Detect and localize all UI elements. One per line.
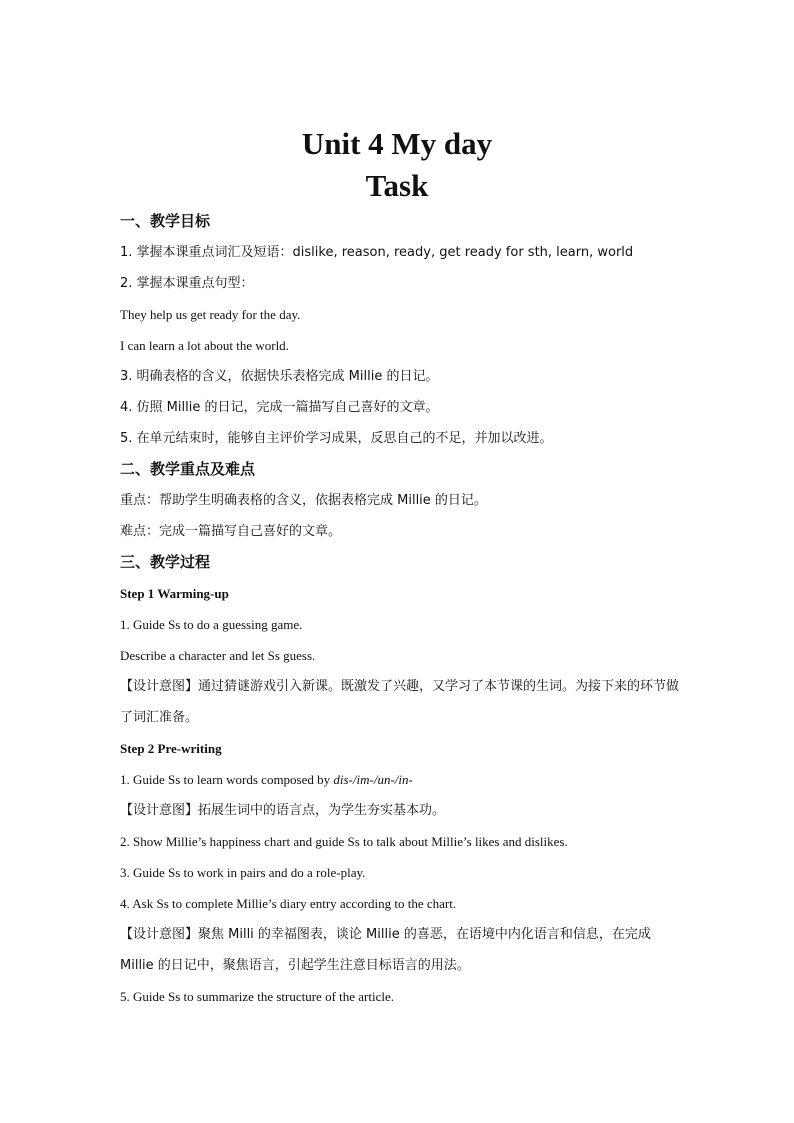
step-line: 1. Guide Ss to do a guessing game. xyxy=(120,617,303,632)
section-heading-process: 三、教学过程 xyxy=(120,553,211,571)
difficulty-text: 难点：完成一篇描写自己喜好的文章。 xyxy=(120,524,342,539)
objective-sentence: They help us get ready for the day. xyxy=(120,307,301,322)
objective-sentence: I can learn a lot about the world. xyxy=(120,338,289,353)
step-line: 5. Guide Ss to summarize the structure of the article. xyxy=(120,989,395,1004)
design-intent-text: 【设计意图】通过猜谜游戏引入新课。既激发了兴趣，又学习了本节课的生词。为接下来的环节做了词汇准备。 xyxy=(120,679,680,725)
step-line xyxy=(120,764,680,795)
section-heading-key-points: 二、教学重点及难点 xyxy=(120,460,256,478)
step-line: 2. Show Millie’s happiness chart and guide Ss to talk about Millie’s likes and dislikes. xyxy=(120,834,568,849)
objective-item: 5. 在单元结束时，能够自主评价学习成果，反思自己的不足，并加以改进。 xyxy=(120,431,553,446)
objective-item: 3. 明确表格的含义，依据快乐表格完成 Millie 的日记。 xyxy=(120,369,439,384)
objective-item: 4. 仿照 Millie 的日记，完成一篇描写自己喜好的文章。 xyxy=(120,400,439,415)
design-intent-text: 【设计意图】拓展生词中的语言点，为学生夯实基本功。 xyxy=(120,803,446,818)
prefix-list-italic: dis-/im-/un-/in- xyxy=(333,772,413,787)
title-block xyxy=(0,124,794,206)
objective-item: 2. 掌握本课重点句型： xyxy=(120,276,254,291)
page-title: Unit 4 My day xyxy=(301,126,493,161)
page-subtitle: Task xyxy=(365,168,429,203)
step-line: 3. Guide Ss to work in pairs and do a role-play. xyxy=(120,865,366,880)
step-line: 4. Ask Ss to complete Millie’s diary entry according to the chart. xyxy=(120,896,457,911)
design-intent-text: 【设计意图】聚焦 Milli 的幸福图表，谈论 Millie 的喜恶，在语境中内化语言和信息，在完成 Millie 的日记中，聚焦语言，引起学生注意目标语言的用法。 xyxy=(120,927,651,973)
document-body xyxy=(120,206,680,1012)
key-point-text: 重点：帮助学生明确表格的含义，依据表格完成 Millie 的日记。 xyxy=(120,493,487,508)
objective-item: 1. 掌握本课重点词汇及短语：dislike, reason, ready, get ready for sth, learn, world xyxy=(120,245,634,260)
step-line-text: 1. Guide Ss to learn words composed by xyxy=(120,772,334,787)
step-line: Describe a character and let Ss guess. xyxy=(120,648,316,663)
section-heading-objectives: 一、教学目标 xyxy=(120,212,211,230)
step-title: Step 2 Pre-writing xyxy=(120,741,222,756)
step-title: Step 1 Warming-up xyxy=(120,586,229,601)
